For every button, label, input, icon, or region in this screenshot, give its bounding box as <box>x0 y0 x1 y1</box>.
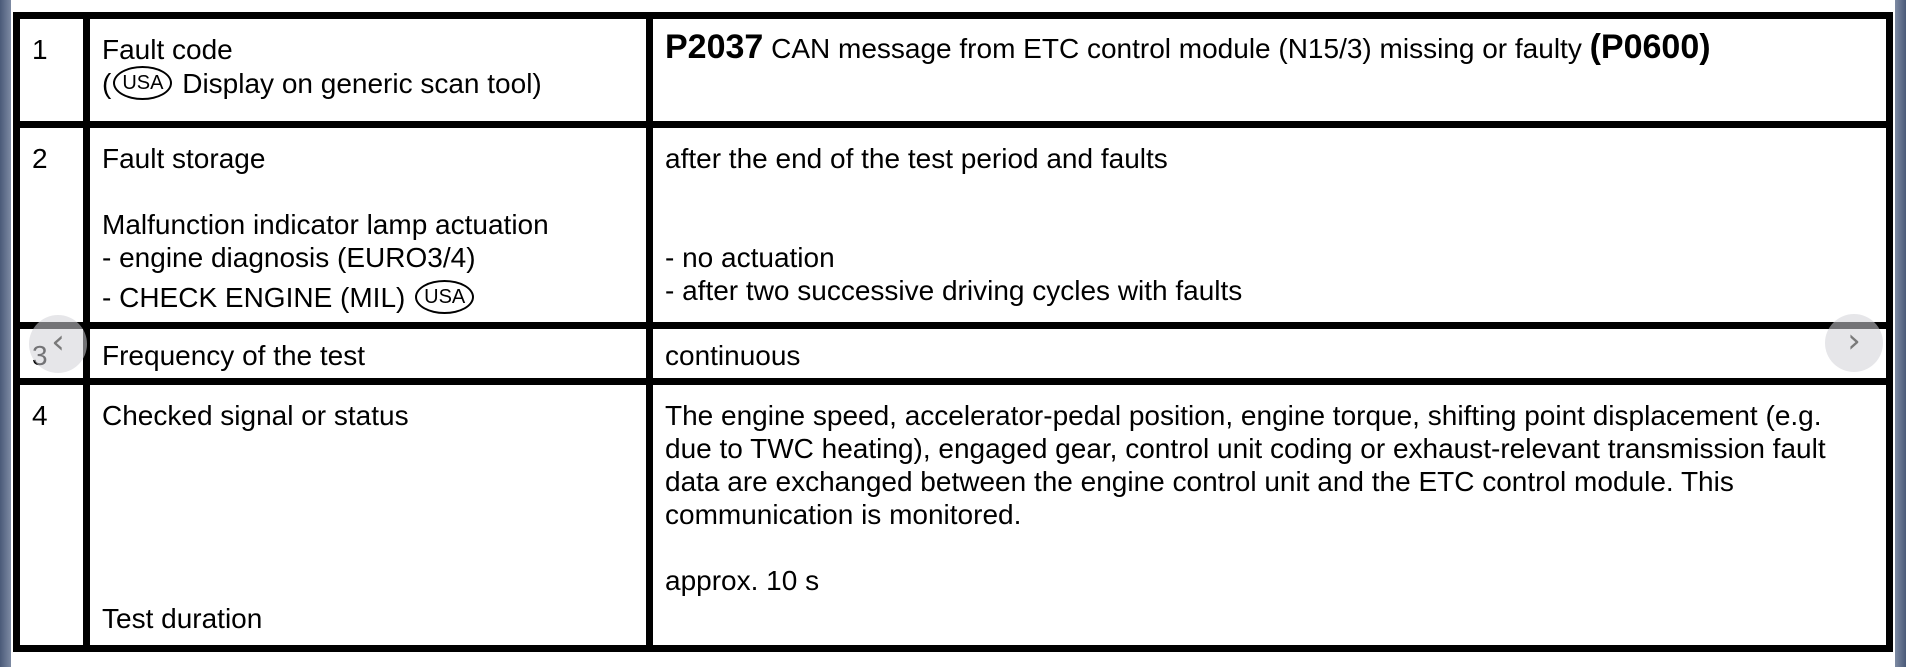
spacer <box>102 175 646 208</box>
row-number-cell <box>17 382 87 649</box>
row-number: 2 <box>32 142 48 174</box>
checked-signal-label: Checked signal or status <box>102 400 409 432</box>
viewer-frame-left <box>0 0 11 667</box>
row-label-cell <box>87 326 650 382</box>
check-engine-label: - CHECK ENGINE (MIL) <box>102 281 406 313</box>
usa-badge-icon: USA <box>113 66 172 100</box>
test-duration-label: Test duration <box>102 603 263 634</box>
generic-fault-code-value: (P0600) <box>1589 28 1711 66</box>
fault-storage-value: after the end of the test period and faults <box>665 142 1168 174</box>
previous-page-chevron-icon[interactable]: ‹ <box>29 315 87 373</box>
row-number: 1 <box>32 34 48 65</box>
fault-code-label: Fault code <box>102 34 233 65</box>
next-page-chevron-icon[interactable]: › <box>1825 314 1883 372</box>
row-number: 4 <box>32 400 48 432</box>
table-row-checked-signal <box>17 382 1890 649</box>
table-row-fault-code <box>17 16 1890 125</box>
check-engine-label-line <box>102 280 646 314</box>
frequency-value: continuous <box>665 340 801 372</box>
check-engine-value: - after two successive driving cycles with faults <box>665 274 1243 306</box>
spacer <box>665 531 1866 564</box>
row-label-cell <box>87 382 650 649</box>
table-row-fault-storage <box>17 124 1890 326</box>
fault-storage-label: Fault storage <box>102 142 266 174</box>
row-value-cell <box>650 326 1890 382</box>
usa-badge-icon: USA <box>415 280 474 314</box>
row-value-cell <box>650 124 1890 326</box>
row-number-cell <box>17 16 87 125</box>
engine-diagnosis-value: - no actuation <box>665 241 835 273</box>
row-value-cell <box>650 16 1890 125</box>
test-duration-value: approx. 10 s <box>665 565 820 597</box>
row-label-cell <box>87 16 650 125</box>
fault-code-table <box>13 12 1893 652</box>
generic-scan-tool-note: ( USA Display on generic scan tool) <box>102 68 542 99</box>
fault-description: CAN message from ETC control module (N15/3) missing or faulty <box>771 33 1582 64</box>
checked-signal-description: The engine speed, accelerator-pedal position, engine torque, shifting point displacement (e.g. due to TWC heating), engaged gear, control unit coding or exhaust-relevant transmission fault data are exchanged between the engine control unit and the ETC control module. This communication is monitored. <box>665 400 1826 531</box>
row-label-cell <box>87 124 650 326</box>
viewer-frame-right <box>1895 0 1906 667</box>
engine-diagnosis-label: - engine diagnosis (EURO3/4) <box>102 241 476 273</box>
frequency-label: Frequency of the test <box>102 340 366 372</box>
mil-actuation-label: Malfunction indicator lamp actuation <box>102 208 549 240</box>
spacer <box>665 175 1886 241</box>
fault-code-value: P2037 <box>665 28 764 66</box>
row-number-cell <box>17 124 87 326</box>
row-value-cell <box>650 382 1890 649</box>
table-row-frequency <box>17 326 1890 382</box>
